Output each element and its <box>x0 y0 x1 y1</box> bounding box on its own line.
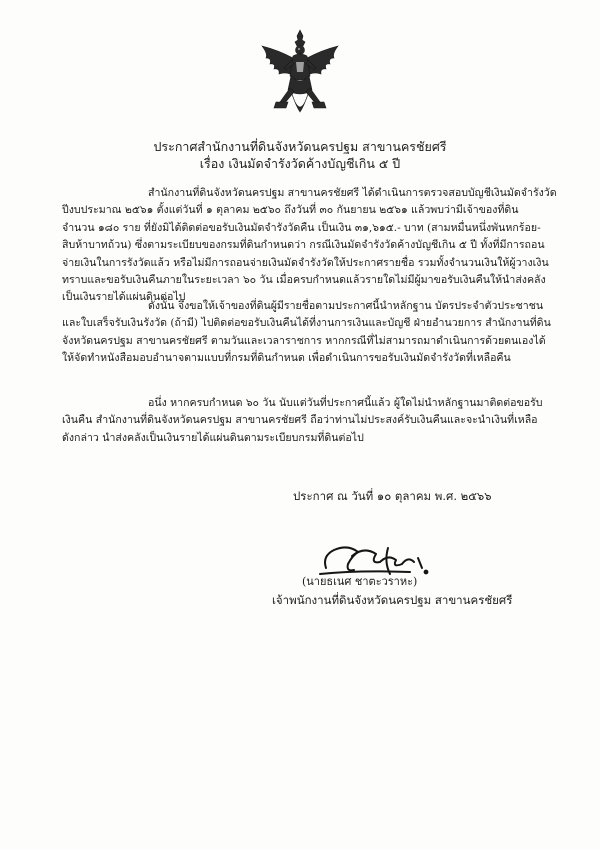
paragraph-line: ทราบและขอรับเงินคืนภายในระยะเวลา ๖๐ วัน เมื่อครบกำหนดแล้วรายใดไม่มีผู้มาขอรับเงินคืนให้นำส่งคลัง <box>62 274 546 287</box>
paragraph-line: จำนวน ๑๘๐ ราย ที่ยังมิได้ติดต่อขอรับเงินมัดจำรังวัดคืน เป็นเงิน ๓๑,๖๑๕.- บาท (สามหมื่นหนึ่งพันหกร้อย- <box>62 221 541 234</box>
paragraph-instructions <box>62 298 558 368</box>
paragraph-line: จ่ายเงินในการรังวัดแล้ว หรือไม่มีการถอนจ่ายเงินมัดจำรังวัดให้ประกาศรายชื่อ รวมทั้งจำนวนเงินให้ผู้วางเงิน <box>62 256 549 269</box>
paragraph-line: และใบเสร็จรับเงินรังวัด (ถ้ามี) ไปติดต่อขอรับเงินคืนได้ที่งานการเงินและบัญชี ฝ่ายอำนวยการ สำนักงานที่ดิน <box>62 317 551 330</box>
paragraph-line: ดังนั้น จึงขอให้เจ้าของที่ดินผู้มีรายชื่อตามประกาศนี้นำหลักฐาน บัตรประจำตัวประชาชน <box>148 300 544 312</box>
signer-name: (นายธเนศ ชาตะวราหะ) <box>302 575 418 588</box>
paragraph-line: อนึ่ง หากครบกำหนด ๖๐ วัน นับแต่วันที่ประกาศนี้แล้ว ผู้ใดไม่นำหลักฐานมาติดต่อขอรับ <box>148 397 543 409</box>
paragraph-line: ให้จัดทำหนังสือมอบอำนาจตามแบบที่กรมที่ดินกำหนด เพื่อดำเนินการขอรับเงินมัดจำรังวัดที่เหลือคืน <box>62 352 511 365</box>
paragraph-intro <box>62 185 558 307</box>
paragraph-deadline-notice <box>62 395 558 447</box>
paragraph-line: ปีงบประมาณ ๒๕๖๑ ตั้งแต่วันที่ ๑ ตุลาคม ๒๕๖๐ ถึงวันที่ ๓๐ กันยายน ๒๕๖๑ แล้วพบว่ามีเจ้าของที่ดิน <box>62 204 519 217</box>
paragraph-line: สำนักงานที่ดินจังหวัดนครปฐม สาขานครชัยศรี ได้ดำเนินการตรวจสอบบัญชีเงินมัดจำรังวัด <box>148 187 557 199</box>
announcement-title: ประกาศสำนักงานที่ดินจังหวัดนครปฐม สาขานครชัยศรี <box>153 139 447 154</box>
announcement-date: ประกาศ ณ วันที่ ๑๐ ตุลาคม พ.ศ. ๒๕๖๖ <box>293 489 492 503</box>
paragraph-line: ดังกล่าว นำส่งคลังเป็นเงินรายได้แผ่นดินตามระเบียบกรมที่ดินต่อไป <box>62 431 364 444</box>
garuda-emblem-icon <box>258 28 342 126</box>
paragraph-line: เป็นเงินรายได้แผ่นดินต่อไป <box>62 291 186 304</box>
signer-title: เจ้าพนักงานที่ดินจังหวัดนครปฐม สาขานครชัยศรี <box>272 593 513 607</box>
paragraph-line: จังหวัดนครปฐม สาขานครชัยศรี ตามวันและเวลาราชการ หากกรณีที่ไม่สามารถมาดำเนินการด้วยตนเองได้ <box>62 334 546 347</box>
paragraph-line: เงินคืน สำนักงานที่ดินจังหวัดนครปฐม สาขานครชัยศรี ถือว่าท่านไม่ประสงค์รับเงินคืนและจะนำเงินที่เหลือ <box>62 414 538 427</box>
paragraph-line: สิบห้าบาทถ้วน) ซึ่งตามระเบียบของกรมที่ดินกำหนดว่า กรณีเงินมัดจำรังวัดค้างบัญชีเกิน ๕ ปี ทั้งที่มีการถอน <box>62 239 545 252</box>
announcement-subject: เรื่อง เงินมัดจำรังวัดค้างบัญชีเกิน ๕ ปี <box>199 156 401 171</box>
